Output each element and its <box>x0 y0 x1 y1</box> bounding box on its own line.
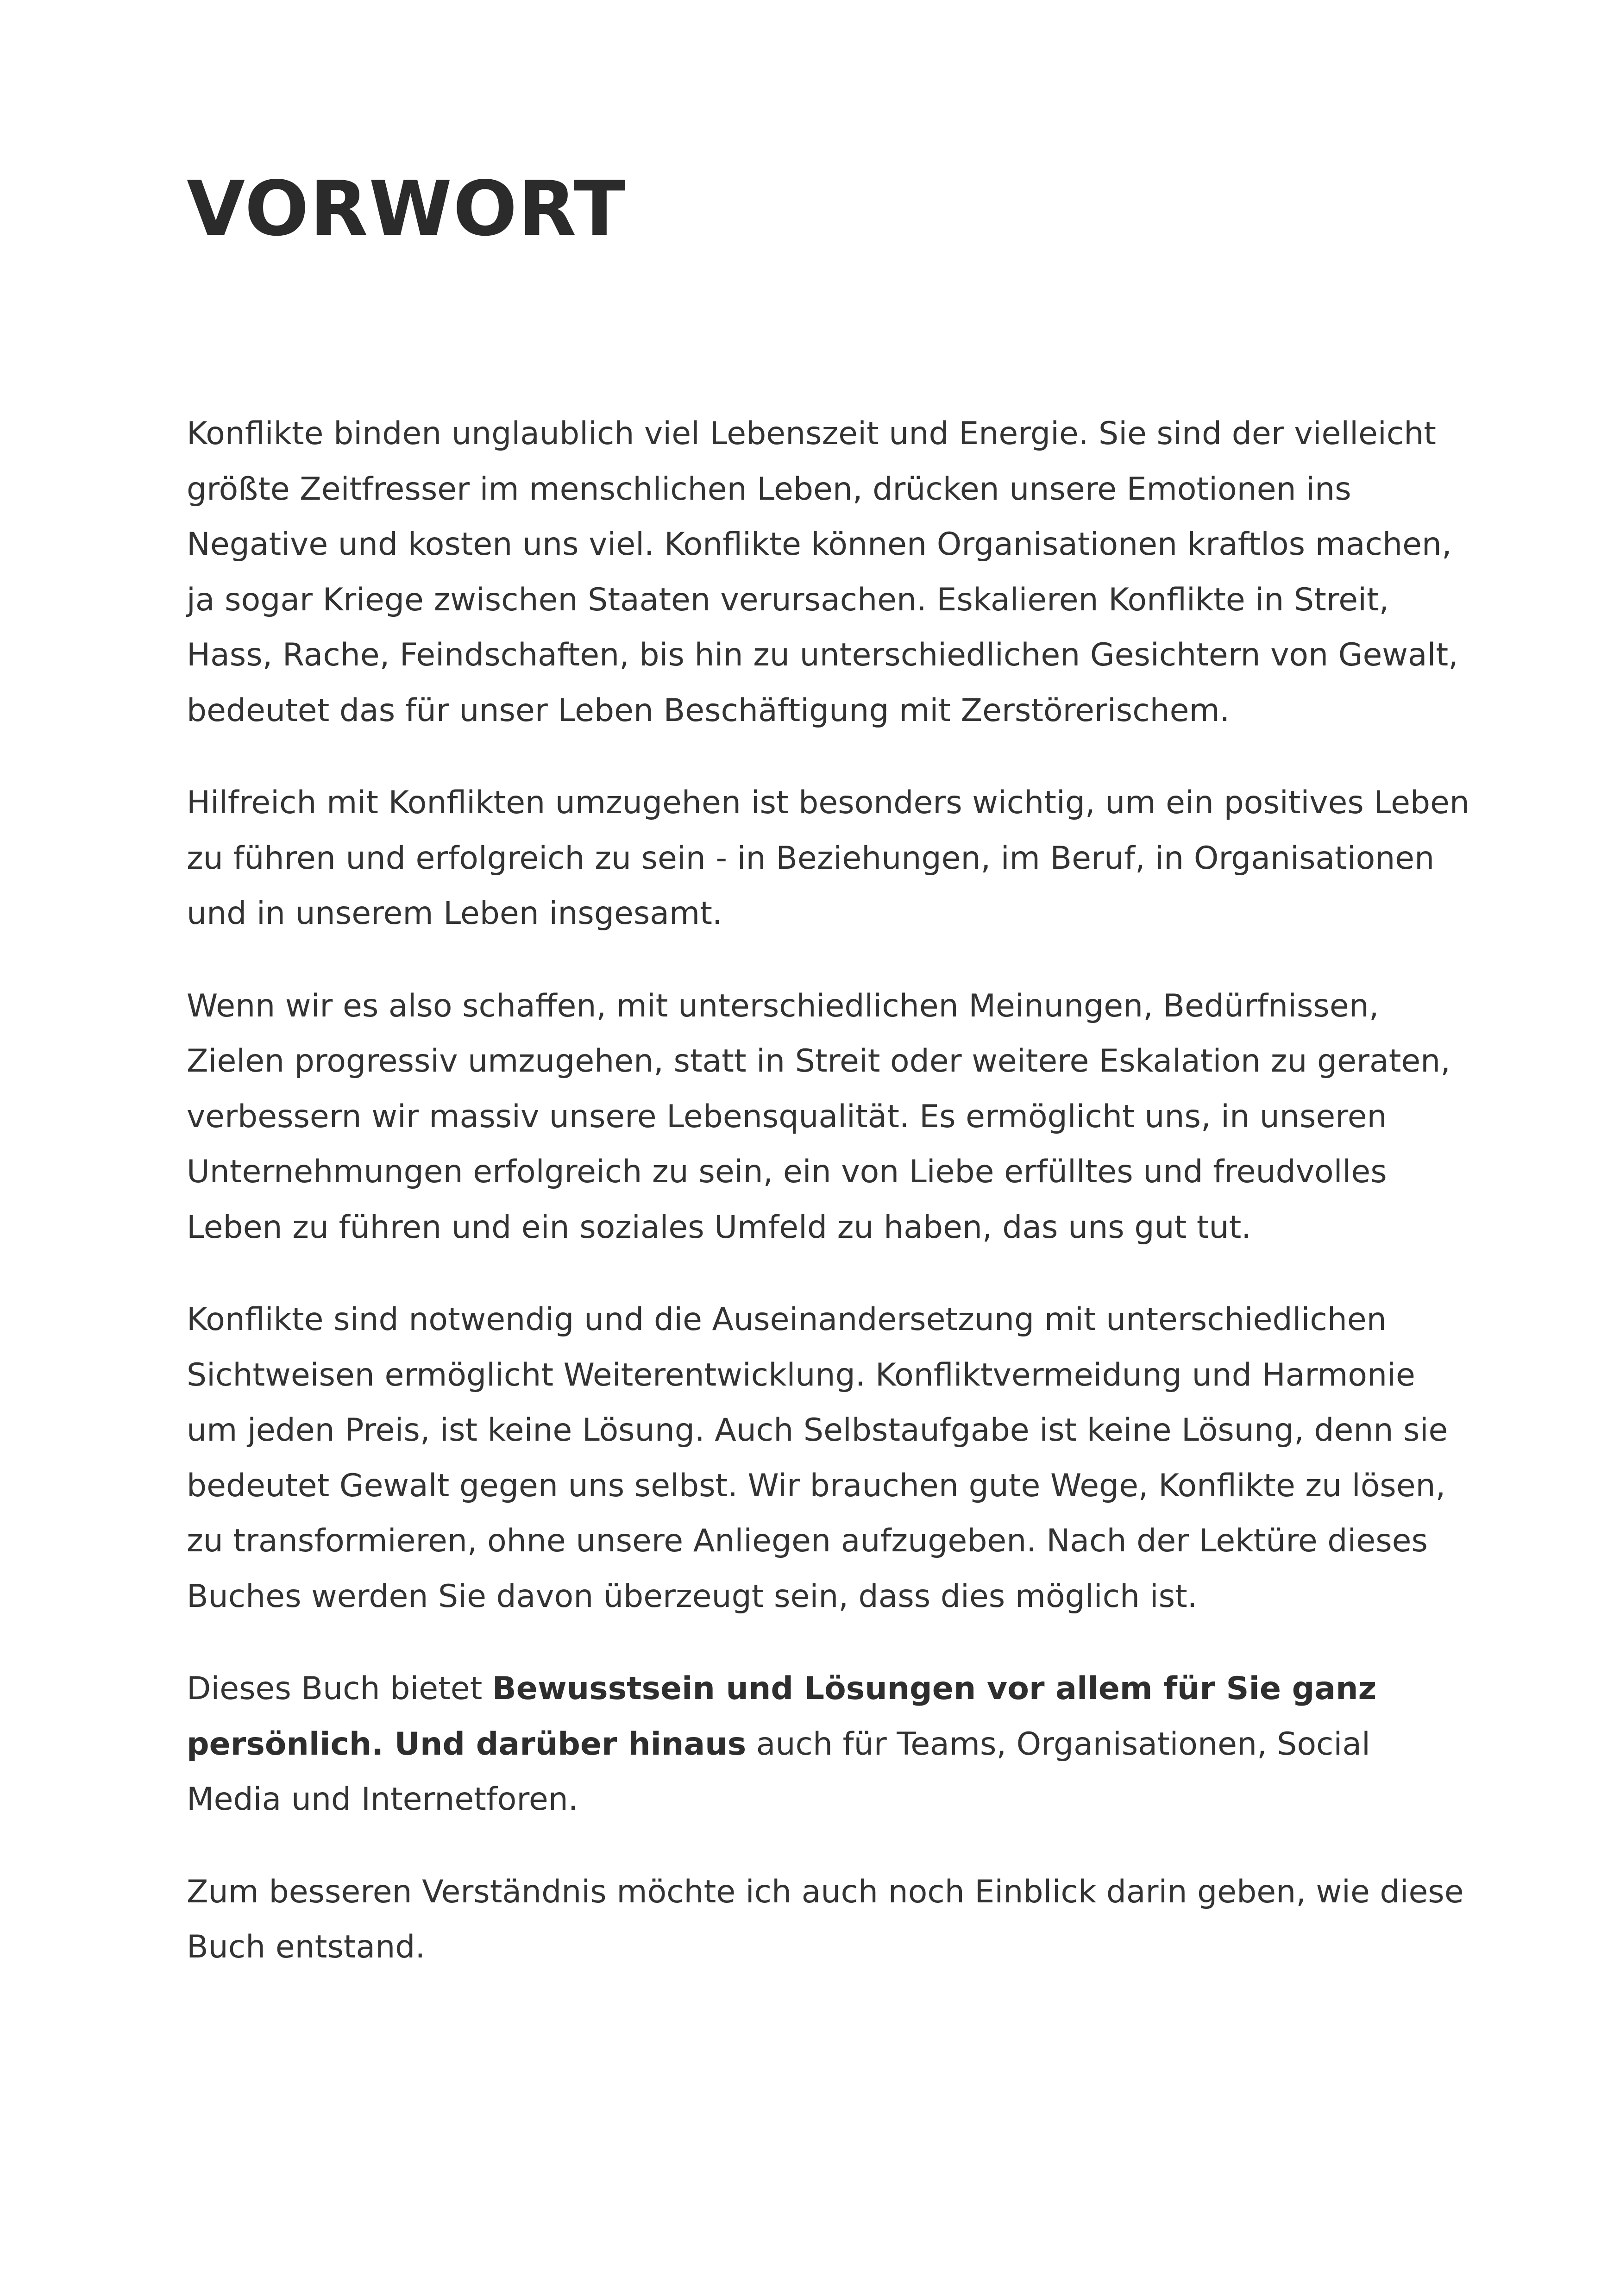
paragraph-2: Hilfreich mit Konflikten umzugehen ist besonders wichtig, um ein positives Leben zu führen und erfolgreich zu sein - in Beziehungen, im Beruf, in Organisationen und in unserem Leben insgesamt. <box>187 784 1470 932</box>
paragraph-4: Konflikte sind notwendig und die Auseinandersetzung mit unterschiedlichen Sichtweisen ermöglicht Weiterentwicklung. Konfliktvermeidung und Harmonie um jeden Preis, ist keine Lösung. Auch Selbstaufgabe ist keine Lösung, denn sie bedeutet Gewalt gegen uns selbst. Wir brauchen gute Wege, Konflikte zu lösen, zu transformieren, ohne unsere Anliegen aufzugeben. Nach der Lektüre dieses Buches werden Sie davon überzeugt sein, dass dies möglich ist. <box>187 1301 1448 1615</box>
paragraph-5-intro: Dieses Buch bietet <box>187 1670 492 1707</box>
document-content <box>187 163 1474 2012</box>
paragraph-1: Konflikte binden unglaublich viel Lebenszeit und Energie. Sie sind der vielleicht größte Zeitfresser im menschlichen Leben, drücken unsere Emotionen ins Negative und kosten uns viel. Konflikte können Organisationen kraftlos machen, ja sogar Kriege zwischen Staaten verursachen. Eskalieren Konflikte in Streit, Hass, Rache, Feindschaften, bis hin zu unterschiedlichen Gesichtern von Gewalt, bedeutet das für unser Leben Beschäftigung mit Zerstörerischem. <box>187 415 1458 729</box>
paragraph-6: Zum besseren Verständnis möchte ich auch noch Einblick darin geben, wie diese Buch entstand. <box>187 1873 1464 1965</box>
paragraph-5 <box>187 1661 1474 1827</box>
paragraph-5-outro: auch für Teams, Organisationen, Social Media und Internetforen. <box>187 1725 1370 1818</box>
paragraph-5-emphasis: Bewusstsein und Lösungen vor allem für Sie ganz persönlich. Und darüber hinaus <box>187 1670 1377 1763</box>
document-body <box>187 406 1474 1975</box>
page-title: VORWORT <box>187 165 627 253</box>
paragraph-3: Wenn wir es also schaffen, mit unterschiedlichen Meinungen, Bedürfnissen, Zielen progressiv umzugehen, statt in Streit oder weitere Eskalation zu geraten, verbessern wir massiv unsere Lebensqualität. Es ermöglicht uns, in unseren Unternehmungen erfolgreich zu sein, ein von Liebe erfülltes und freudvolles Leben zu führen und ein soziales Umfeld zu haben, das uns gut tut. <box>187 987 1450 1246</box>
